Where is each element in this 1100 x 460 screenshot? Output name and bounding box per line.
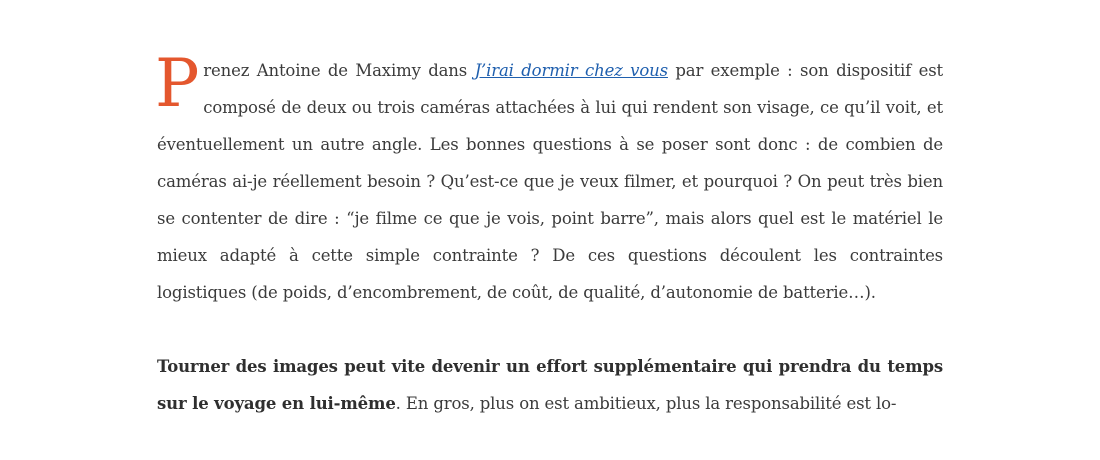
paragraph-second-rest: . En gros, plus on est ambitieux, plus la responsabilité est lo-: [395, 394, 897, 413]
show-title-link[interactable]: J’irai dormir chez vous: [474, 61, 668, 80]
paragraph-text-start: renez Antoine de Maximy dans: [203, 61, 475, 80]
paragraph-text-rest: par exemple : son dispositif est composé de deux ou trois caméras attachées à lui qui rendent son visage, ce qu’il voit, et éventuellement un autre angle. Les bonnes questions à se poser sont donc : de combien de caméras ai-je réellement besoin ? Qu’est-ce que je veux filmer, et pourquoi ? On peut très bien se contenter de dire : “je filme ce que je vois, point barre”, mais alors quel est le matériel le mieux adapté à cette simple contrainte ? De ces questions découlent les contraintes logistiques (de poids, d’encombrement, de coût, de qualité, d’autonomie de batterie…).: [157, 61, 943, 302]
paragraph-intro: [155, 45, 943, 311]
drop-cap: P: [155, 45, 200, 122]
paragraph-second: [157, 348, 943, 422]
bold-statement: Tourner des images peut vite devenir un effort supplémentaire qui prendra du temps sur le voyage en lui-même: [157, 357, 943, 413]
article-body: [155, 45, 943, 422]
